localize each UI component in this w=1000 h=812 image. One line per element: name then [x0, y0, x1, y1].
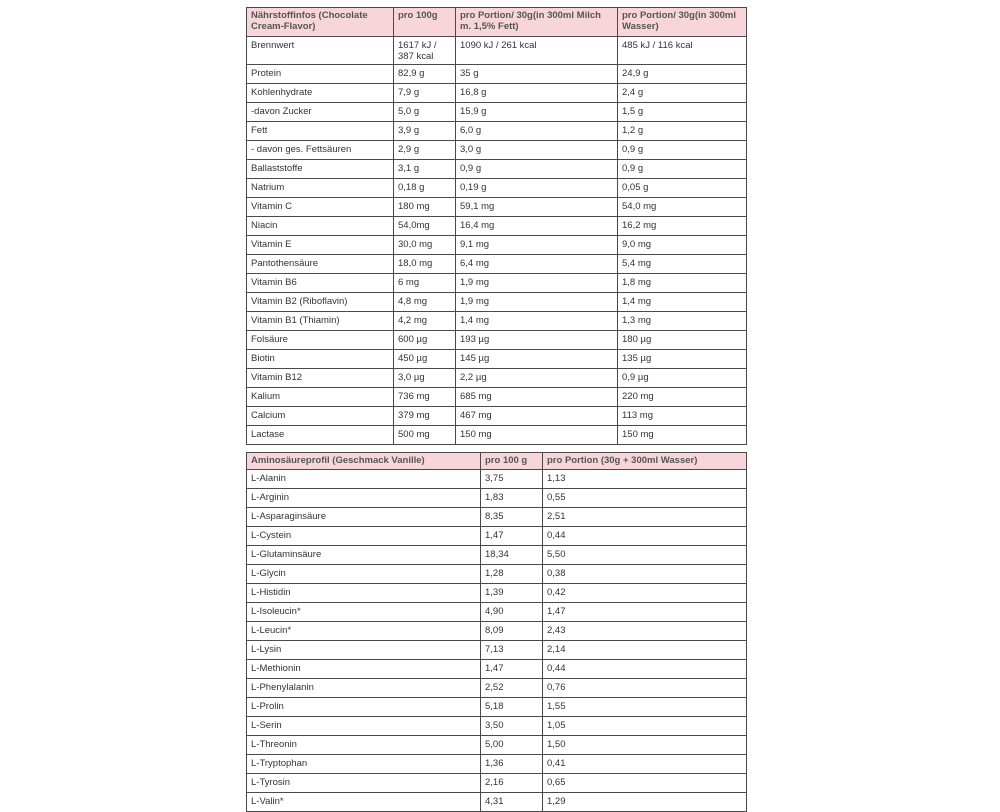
per-100g-cell: 82,9 g — [394, 65, 456, 84]
amino-row — [247, 565, 747, 584]
per-100g-cell: 6 mg — [394, 274, 456, 293]
per-100g-cell: 18,0 mg — [394, 255, 456, 274]
per-100g-cell: 1,83 — [481, 489, 543, 508]
nutrition-row — [247, 426, 747, 445]
nutrition-row — [247, 350, 747, 369]
portion-milk-cell: 1,9 mg — [456, 293, 618, 312]
portion-cell: 5,50 — [543, 546, 747, 565]
portion-water-cell: 1,8 mg — [618, 274, 747, 293]
nutrition-row — [247, 122, 747, 141]
amino-acid-name-cell: L-Leucin* — [247, 622, 481, 641]
nutrient-name-cell: - davon ges. Fettsäuren — [247, 141, 394, 160]
per-100g-cell: 2,52 — [481, 679, 543, 698]
nutrient-name-cell: Kalium — [247, 388, 394, 407]
amino-acid-name-cell: L-Cystein — [247, 527, 481, 546]
per-100g-cell: 5,0 g — [394, 103, 456, 122]
portion-cell: 0,38 — [543, 565, 747, 584]
portion-water-cell: 220 mg — [618, 388, 747, 407]
portion-milk-cell: 193 µg — [456, 331, 618, 350]
nutrition-header-portion-water: pro Portion/ 30g(in 300ml Wasser) — [618, 8, 747, 37]
nutrient-name-cell: Pantothensäure — [247, 255, 394, 274]
per-100g-cell: 600 µg — [394, 331, 456, 350]
amino-header-row — [247, 453, 747, 470]
portion-water-cell: 150 mg — [618, 426, 747, 445]
amino-row — [247, 622, 747, 641]
nutrient-name-cell: Folsäure — [247, 331, 394, 350]
nutrition-row — [247, 141, 747, 160]
per-100g-cell: 18,34 — [481, 546, 543, 565]
portion-water-cell: 0,05 g — [618, 179, 747, 198]
portion-water-cell: 180 µg — [618, 331, 747, 350]
portion-milk-cell: 685 mg — [456, 388, 618, 407]
portion-water-cell: 1,2 g — [618, 122, 747, 141]
amino-acid-name-cell: L-Isoleucin* — [247, 603, 481, 622]
amino-row — [247, 660, 747, 679]
nutrient-name-cell: Protein — [247, 65, 394, 84]
portion-water-cell: 485 kJ / 116 kcal — [618, 37, 747, 65]
portion-water-cell: 16,2 mg — [618, 217, 747, 236]
per-100g-cell: 1,39 — [481, 584, 543, 603]
per-100g-cell: 5,00 — [481, 736, 543, 755]
amino-table-body — [247, 470, 747, 812]
portion-cell: 2,43 — [543, 622, 747, 641]
nutrition-table — [246, 7, 747, 445]
portion-milk-cell: 1,4 mg — [456, 312, 618, 331]
nutrition-row — [247, 236, 747, 255]
per-100g-cell: 450 µg — [394, 350, 456, 369]
amino-acid-name-cell: L-Tyrosin — [247, 774, 481, 793]
nutrient-name-cell: Lactase — [247, 426, 394, 445]
per-100g-cell: 736 mg — [394, 388, 456, 407]
amino-row — [247, 489, 747, 508]
per-100g-cell: 4,90 — [481, 603, 543, 622]
portion-milk-cell: 3,0 g — [456, 141, 618, 160]
portion-water-cell: 0,9 g — [618, 160, 747, 179]
amino-row — [247, 698, 747, 717]
per-100g-cell: 3,0 µg — [394, 369, 456, 388]
portion-milk-cell: 6,0 g — [456, 122, 618, 141]
amino-acid-name-cell: L-Histidin — [247, 584, 481, 603]
amino-acid-name-cell: L-Alanin — [247, 470, 481, 489]
amino-row — [247, 774, 747, 793]
portion-water-cell: 1,5 g — [618, 103, 747, 122]
nutrition-row — [247, 312, 747, 331]
amino-acid-name-cell: L-Arginin — [247, 489, 481, 508]
nutrient-name-cell: Fett — [247, 122, 394, 141]
portion-cell: 0,44 — [543, 527, 747, 546]
per-100g-cell: 379 mg — [394, 407, 456, 426]
per-100g-cell: 1,28 — [481, 565, 543, 584]
per-100g-cell: 4,31 — [481, 793, 543, 812]
amino-acid-name-cell: L-Threonin — [247, 736, 481, 755]
nutrient-name-cell: Biotin — [247, 350, 394, 369]
portion-milk-cell: 16,4 mg — [456, 217, 618, 236]
amino-row — [247, 470, 747, 489]
nutrition-header-per-100g: pro 100g — [394, 8, 456, 37]
portion-water-cell: 54,0 mg — [618, 198, 747, 217]
amino-acid-name-cell: L-Methionin — [247, 660, 481, 679]
per-100g-cell: 30,0 mg — [394, 236, 456, 255]
portion-cell: 1,55 — [543, 698, 747, 717]
per-100g-cell: 3,50 — [481, 717, 543, 736]
amino-acid-name-cell: L-Tryptophan — [247, 755, 481, 774]
portion-cell: 0,55 — [543, 489, 747, 508]
amino-acid-table — [246, 452, 747, 812]
nutrient-name-cell: Vitamin B12 — [247, 369, 394, 388]
portion-cell: 1,05 — [543, 717, 747, 736]
portion-milk-cell: 35 g — [456, 65, 618, 84]
amino-row — [247, 603, 747, 622]
nutrition-row — [247, 217, 747, 236]
nutrition-row — [247, 407, 747, 426]
nutrient-name-cell: Calcium — [247, 407, 394, 426]
nutrient-name-cell: Natrium — [247, 179, 394, 198]
nutrition-row — [247, 369, 747, 388]
amino-acid-name-cell: L-Serin — [247, 717, 481, 736]
nutrient-name-cell: Kohlenhydrate — [247, 84, 394, 103]
portion-water-cell: 1,3 mg — [618, 312, 747, 331]
per-100g-cell: 0,18 g — [394, 179, 456, 198]
portion-cell: 1,50 — [543, 736, 747, 755]
nutrition-row — [247, 293, 747, 312]
nutrition-table-body — [247, 37, 747, 445]
per-100g-cell: 1617 kJ / 387 kcal — [394, 37, 456, 65]
portion-milk-cell: 15,9 g — [456, 103, 618, 122]
nutrient-name-cell: Vitamin B2 (Riboflavin) — [247, 293, 394, 312]
nutrient-name-cell: Vitamin B6 — [247, 274, 394, 293]
nutrition-header-nutrient: Nährstoffinfos (Chocolate Cream-Flavor) — [247, 8, 394, 37]
portion-milk-cell: 0,19 g — [456, 179, 618, 198]
nutrient-name-cell: Ballaststoffe — [247, 160, 394, 179]
nutrient-name-cell: -davon Zucker — [247, 103, 394, 122]
nutrition-row — [247, 103, 747, 122]
portion-water-cell: 5,4 mg — [618, 255, 747, 274]
nutrition-row — [247, 388, 747, 407]
per-100g-cell: 180 mg — [394, 198, 456, 217]
amino-acid-name-cell: L-Valin* — [247, 793, 481, 812]
portion-water-cell: 1,4 mg — [618, 293, 747, 312]
nutrient-name-cell: Vitamin C — [247, 198, 394, 217]
per-100g-cell: 7,13 — [481, 641, 543, 660]
per-100g-cell: 4,8 mg — [394, 293, 456, 312]
portion-cell: 0,65 — [543, 774, 747, 793]
nutrition-header-row — [247, 8, 747, 37]
amino-header-acid: Aminosäureprofil (Geschmack Vanille) — [247, 453, 481, 470]
portion-milk-cell: 9,1 mg — [456, 236, 618, 255]
portion-milk-cell: 59,1 mg — [456, 198, 618, 217]
portion-water-cell: 0,9 g — [618, 141, 747, 160]
portion-water-cell: 2,4 g — [618, 84, 747, 103]
nutrition-row — [247, 160, 747, 179]
amino-row — [247, 736, 747, 755]
portion-cell: 1,29 — [543, 793, 747, 812]
nutrition-row — [247, 198, 747, 217]
portion-cell: 2,51 — [543, 508, 747, 527]
per-100g-cell: 2,9 g — [394, 141, 456, 160]
nutrition-row — [247, 84, 747, 103]
amino-header-per-100g: pro 100 g — [481, 453, 543, 470]
amino-row — [247, 717, 747, 736]
nutrition-row — [247, 179, 747, 198]
nutrition-row — [247, 274, 747, 293]
amino-acid-name-cell: L-Glycin — [247, 565, 481, 584]
amino-acid-name-cell: L-Prolin — [247, 698, 481, 717]
portion-water-cell: 24,9 g — [618, 65, 747, 84]
per-100g-cell: 1,36 — [481, 755, 543, 774]
nutrient-name-cell: Brennwert — [247, 37, 394, 65]
amino-row — [247, 527, 747, 546]
portion-milk-cell: 145 µg — [456, 350, 618, 369]
amino-acid-name-cell: L-Asparaginsäure — [247, 508, 481, 527]
portion-milk-cell: 2,2 µg — [456, 369, 618, 388]
amino-row — [247, 584, 747, 603]
amino-row — [247, 755, 747, 774]
nutrition-row — [247, 65, 747, 84]
portion-cell: 2,14 — [543, 641, 747, 660]
per-100g-cell: 1,47 — [481, 660, 543, 679]
nutrition-row — [247, 331, 747, 350]
portion-milk-cell: 467 mg — [456, 407, 618, 426]
portion-water-cell: 0,9 µg — [618, 369, 747, 388]
amino-row — [247, 793, 747, 812]
nutrient-name-cell: Niacin — [247, 217, 394, 236]
amino-row — [247, 641, 747, 660]
per-100g-cell: 500 mg — [394, 426, 456, 445]
portion-cell: 1,13 — [543, 470, 747, 489]
per-100g-cell: 8,35 — [481, 508, 543, 527]
portion-cell: 1,47 — [543, 603, 747, 622]
per-100g-cell: 3,9 g — [394, 122, 456, 141]
amino-acid-name-cell: L-Lysin — [247, 641, 481, 660]
per-100g-cell: 7,9 g — [394, 84, 456, 103]
per-100g-cell: 1,47 — [481, 527, 543, 546]
portion-water-cell: 9,0 mg — [618, 236, 747, 255]
portion-milk-cell: 6,4 mg — [456, 255, 618, 274]
per-100g-cell: 5,18 — [481, 698, 543, 717]
per-100g-cell: 3,75 — [481, 470, 543, 489]
per-100g-cell: 2,16 — [481, 774, 543, 793]
amino-row — [247, 546, 747, 565]
portion-cell: 0,42 — [543, 584, 747, 603]
portion-water-cell: 135 µg — [618, 350, 747, 369]
nutrition-row — [247, 37, 747, 65]
portion-cell: 0,44 — [543, 660, 747, 679]
nutrient-name-cell: Vitamin B1 (Thiamin) — [247, 312, 394, 331]
per-100g-cell: 8,09 — [481, 622, 543, 641]
per-100g-cell: 54,0mg — [394, 217, 456, 236]
per-100g-cell: 3,1 g — [394, 160, 456, 179]
portion-water-cell: 113 mg — [618, 407, 747, 426]
portion-cell: 0,41 — [543, 755, 747, 774]
nutrition-row — [247, 255, 747, 274]
amino-row — [247, 508, 747, 527]
amino-header-portion: pro Portion (30g + 300ml Wasser) — [543, 453, 747, 470]
portion-milk-cell: 1090 kJ / 261 kcal — [456, 37, 618, 65]
portion-milk-cell: 16,8 g — [456, 84, 618, 103]
nutrition-header-portion-milk: pro Portion/ 30g(in 300ml Milch m. 1,5% Fett) — [456, 8, 618, 37]
portion-milk-cell: 0,9 g — [456, 160, 618, 179]
amino-row — [247, 679, 747, 698]
amino-acid-name-cell: L-Glutaminsäure — [247, 546, 481, 565]
nutrient-name-cell: Vitamin E — [247, 236, 394, 255]
portion-cell: 0,76 — [543, 679, 747, 698]
portion-milk-cell: 150 mg — [456, 426, 618, 445]
portion-milk-cell: 1,9 mg — [456, 274, 618, 293]
per-100g-cell: 4,2 mg — [394, 312, 456, 331]
amino-acid-name-cell: L-Phenylalanin — [247, 679, 481, 698]
